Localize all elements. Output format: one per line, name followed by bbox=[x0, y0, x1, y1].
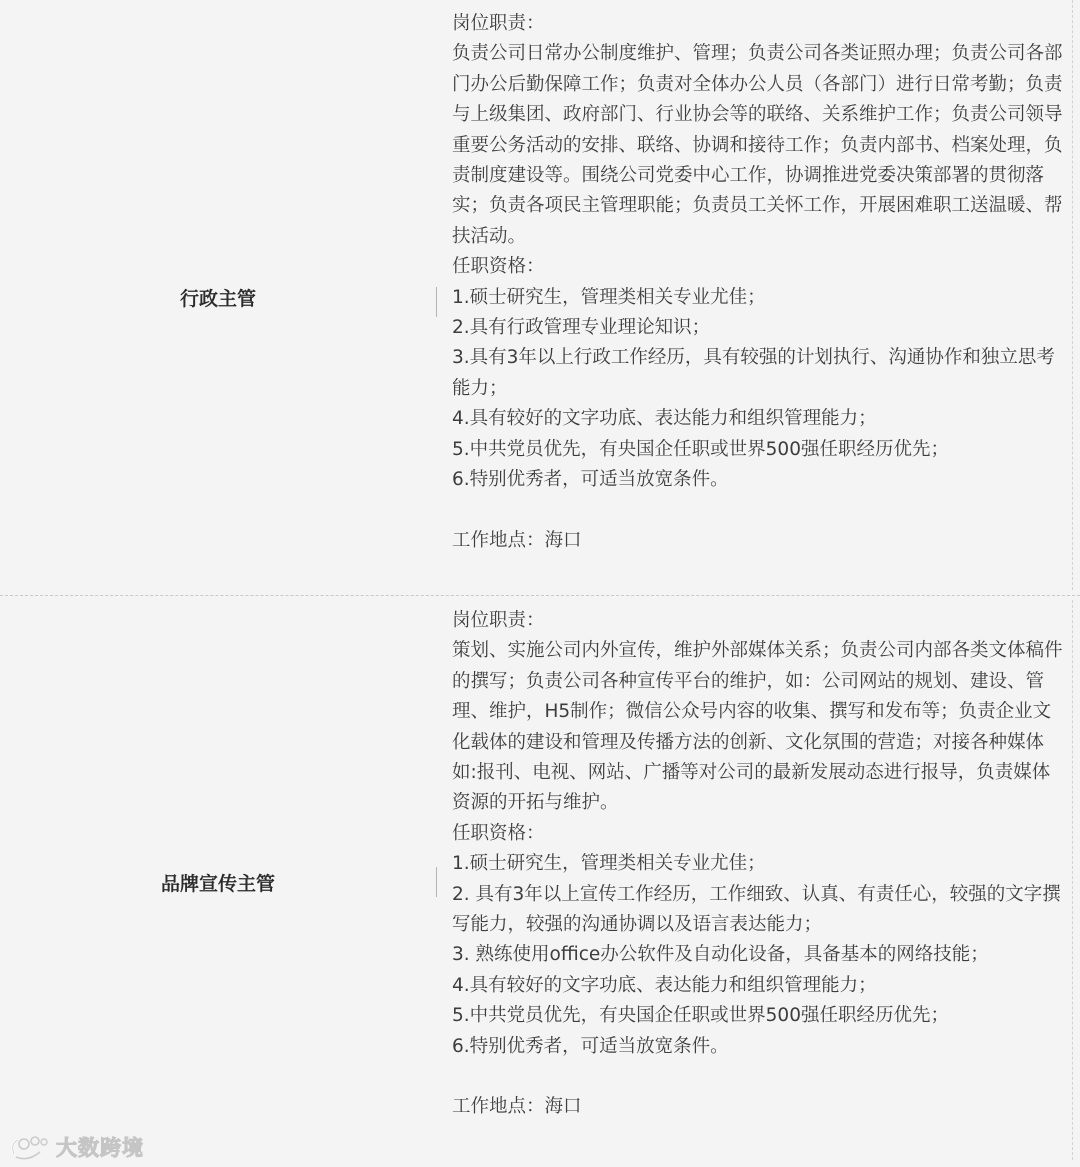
job-title: 行政主管 bbox=[179, 287, 256, 310]
qualification-item: 6.特别优秀者，可适当放宽条件。 bbox=[452, 469, 729, 491]
qualification-item: 6.特别优秀者，可适当放宽条件。 bbox=[452, 1035, 729, 1057]
duties-text: 负责公司日常办公制度维护、管理；负责公司各类证照办理；负责公司各部门办公后勤保障工作；负责对全体办公人员（各部门）进行日常考勤；负责与上级集团、政府部门、行业协会等的联络、关系维护工作；负责公司领导重要公务活动的安排、联络、协调和接待工作；负责内部书、档案处理，负责制度建设等。围绕公司党委中心工作，协调推进党委决策部署的贯彻落实；负责各项民主管理职能；负责员工关怀工作，开展困难职工送温暖、帮扶活动。 bbox=[452, 43, 1063, 247]
watermark-text: 大数跨境 bbox=[56, 1136, 144, 1160]
table-edge bbox=[1072, 0, 1073, 590]
job-description bbox=[452, 606, 1068, 1123]
qualification-item: 2.具有行政管理专业理论知识； bbox=[452, 317, 711, 339]
qualification-item: 1.硕士研究生，管理类相关专业尤佳； bbox=[452, 286, 766, 308]
cell-divider bbox=[436, 867, 437, 897]
job-title-cell bbox=[0, 597, 436, 1167]
duties-heading: 岗位职责： bbox=[452, 13, 545, 34]
qualification-item: 4.具有较好的文字功底、表达能力和组织管理能力； bbox=[452, 408, 877, 430]
qualification-item: 5.中共党员优先，有央国企任职或世界500强任职经历优先； bbox=[452, 438, 949, 460]
spacer bbox=[452, 1062, 1068, 1092]
qualification-item: 3. 熟练使用office办公软件及自动化设备，具备基本的网络技能； bbox=[452, 944, 989, 966]
watermark bbox=[8, 1130, 144, 1164]
cell-divider bbox=[436, 287, 437, 317]
qualification-item: 2. 具有3年以上宣传工作经历，工作细致、认真、有责任心，较强的文字撰写能力，较强的沟通协调以及语言表达能力； bbox=[452, 883, 1061, 936]
job-title-cell bbox=[0, 0, 436, 594]
work-location: 工作地点：海口 bbox=[452, 529, 582, 551]
row-divider bbox=[0, 595, 1080, 596]
qualification-item: 3.具有3年以上行政工作经历，具有较强的计划执行、沟通协作和独立思考能力； bbox=[452, 347, 1055, 399]
job-title: 品牌宣传主管 bbox=[160, 872, 275, 895]
qualification-item: 1.硕士研究生，管理类相关专业尤佳； bbox=[452, 853, 766, 875]
duties-text: 策划、实施公司内外宣传，维护外部媒体关系；负责公司内部各类文体稿件的撰写；负责公司各种宣传平台的维护，如：公司网站的规划、建设、管理、维护，H5制作；微信公众号内容的收集、撰写和发布等；负责企业文化载体的建设和管理及传播方法的创新、文化氛围的营造；对接各种媒体如:报刊、电视、网站、广播等对公司的最新发展动态进行报导，负责媒体资源的开拓与维护。 bbox=[452, 640, 1063, 814]
logo-icon bbox=[8, 1132, 50, 1162]
spacer bbox=[452, 496, 1068, 526]
work-location: 工作地点：海口 bbox=[452, 1096, 582, 1118]
job-description bbox=[452, 9, 1068, 556]
job-row bbox=[0, 597, 1080, 1167]
qualifications-heading: 任职资格： bbox=[452, 256, 545, 278]
qualifications-heading: 任职资格： bbox=[452, 822, 545, 844]
qualification-item: 5.中共党员优先，有央国企任职或世界500强任职经历优先； bbox=[452, 1005, 949, 1027]
duties-heading: 岗位职责： bbox=[452, 610, 545, 631]
qualification-item: 4.具有较好的文字功底、表达能力和组织管理能力； bbox=[452, 974, 877, 996]
